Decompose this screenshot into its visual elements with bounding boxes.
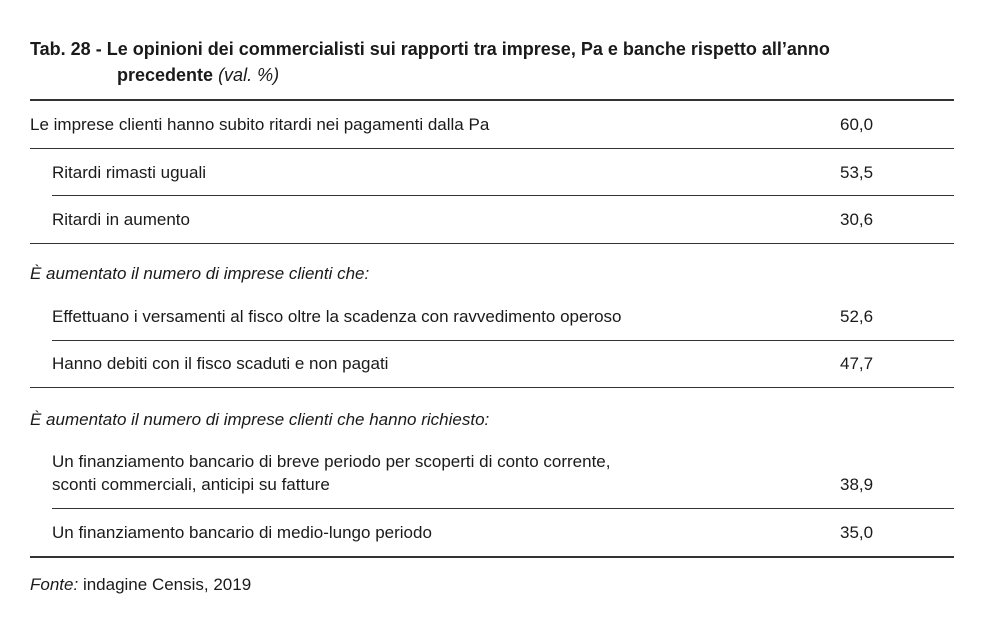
row-label: Un finanziamento bancario di medio-lungo periodo (52, 523, 432, 542)
table-unit: (val. %) (218, 65, 280, 85)
row-value: 53,5 (840, 163, 874, 182)
section-heading: È aumentato il numero di imprese clienti che: (30, 264, 370, 283)
row-label: Hanno debiti con il fisco scaduti e non pagati (52, 354, 389, 373)
row-divider (30, 148, 954, 149)
section-heading: È aumentato il numero di imprese clienti che hanno richiesto: (30, 410, 490, 429)
row-value: 52,6 (840, 307, 874, 326)
row-label: Le imprese clienti hanno subito ritardi nei pagamenti dalla Pa (30, 115, 490, 134)
row-label: Effettuano i versamenti al fisco oltre la scadenza con ravvedimento operoso (52, 307, 622, 326)
section-divider (30, 387, 954, 388)
source-text: indagine Censis, 2019 (82, 575, 252, 594)
row-value: 35,0 (840, 523, 874, 542)
row-value: 47,7 (840, 354, 874, 373)
row-divider (52, 195, 954, 196)
row-value: 30,6 (840, 210, 874, 229)
source-note (30, 574, 251, 596)
row-divider (52, 508, 954, 509)
bottom-rule (30, 556, 954, 558)
section-divider (30, 243, 954, 244)
row-label: sconti commerciali, anticipi su fatture (52, 475, 330, 494)
row-value: 38,9 (840, 475, 874, 494)
source-label: Fonte: (30, 575, 79, 594)
table-number: Tab. 28 - (30, 39, 102, 59)
table-title-text-line2: precedente (117, 65, 214, 85)
row-value: 60,0 (840, 115, 874, 134)
row-label: Ritardi in aumento (52, 210, 190, 229)
row-divider (52, 340, 954, 341)
table-title-line2 (30, 62, 960, 88)
table-title (30, 36, 960, 88)
top-rule (30, 99, 954, 101)
row-label: Un finanziamento bancario di breve periodo per scoperti di conto corrente, (52, 452, 611, 471)
table-title-text: Le opinioni dei commercialisti sui rapporti tra imprese, Pa e banche rispetto all’anno (106, 39, 830, 59)
row-label: Ritardi rimasti uguali (52, 163, 206, 182)
